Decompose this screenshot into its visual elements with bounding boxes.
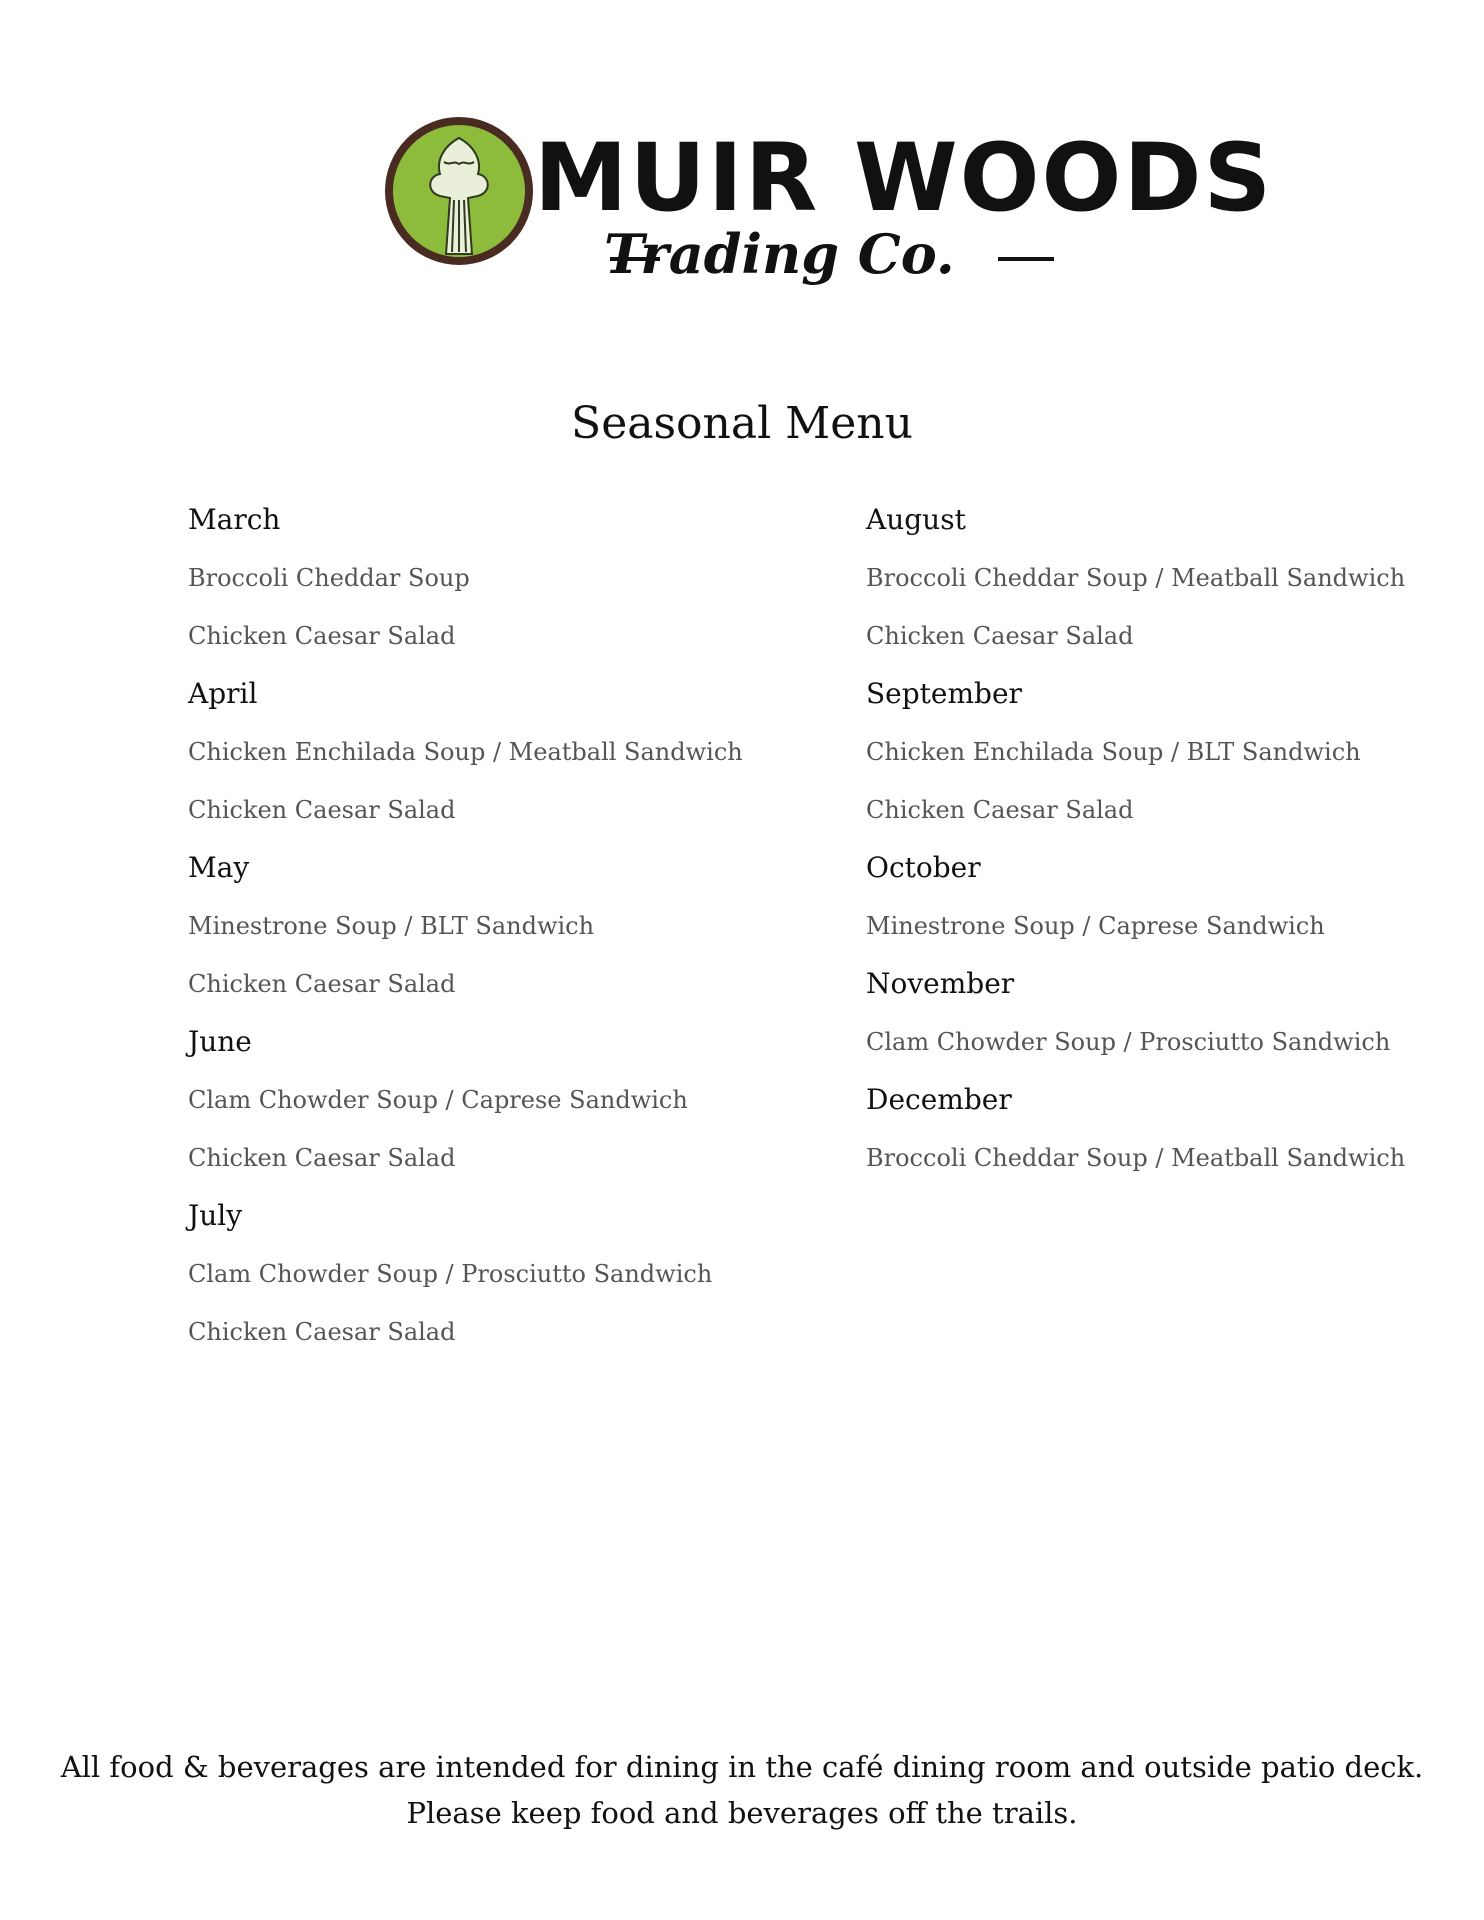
menu-item: Clam Chowder Soup / Prosciutto Sandwich [188,1260,713,1288]
month-block [188,1196,828,1352]
month-block [866,848,1466,946]
month-heading: December [866,1083,1012,1116]
menu-item: Clam Chowder Soup / Caprese Sandwich [188,1086,688,1114]
menu-column-left [188,500,828,1370]
month-heading: April [188,677,258,710]
month-block [188,674,828,830]
menu-item: Chicken Caesar Salad [188,1318,456,1346]
menu-item: Broccoli Cheddar Soup [188,564,470,592]
menu-item: Chicken Caesar Salad [866,622,1134,650]
month-block [866,1080,1466,1178]
month-heading: March [188,503,281,536]
menu-item: Broccoli Cheddar Soup / Meatball Sandwich [866,1144,1406,1172]
logo [384,112,1274,302]
month-heading: October [866,851,981,884]
menu-item: Chicken Caesar Salad [188,1144,456,1172]
month-block [188,500,828,656]
menu-item: Broccoli Cheddar Soup / Meatball Sandwich [866,564,1406,592]
month-block [866,674,1466,830]
month-heading: September [866,677,1022,710]
menu-item: Chicken Enchilada Soup / Meatball Sandwich [188,738,743,766]
month-heading: November [866,967,1015,1000]
menu-column-right [866,500,1466,1196]
month-block [866,500,1466,656]
logo-subtitle: Trading Co. [604,222,955,286]
menu-item: Minestrone Soup / BLT Sandwich [188,912,595,940]
logo-name: MUIR WOODS [534,124,1274,233]
page-title: Seasonal Menu [571,398,913,449]
footer-notice: All food & beverages are intended for dining in the café dining room and outside patio deck. Please keep food and beverages off the trails. [60,1750,1424,1830]
month-heading: May [188,851,250,884]
menu-item: Chicken Caesar Salad [866,796,1134,824]
month-block [188,1022,828,1178]
month-heading: July [188,1199,243,1232]
menu-item: Chicken Caesar Salad [188,970,456,998]
logo-dash-right [998,257,1054,261]
month-block [866,964,1466,1062]
month-heading: June [188,1025,252,1058]
menu-item: Clam Chowder Soup / Prosciutto Sandwich [866,1028,1391,1056]
menu-item: Chicken Caesar Salad [188,796,456,824]
month-heading: August [866,503,966,536]
menu-item: Minestrone Soup / Caprese Sandwich [866,912,1325,940]
menu-item: Chicken Enchilada Soup / BLT Sandwich [866,738,1361,766]
redwood-tree-icon [384,116,534,266]
menu-item: Chicken Caesar Salad [188,622,456,650]
month-block [188,848,828,1004]
